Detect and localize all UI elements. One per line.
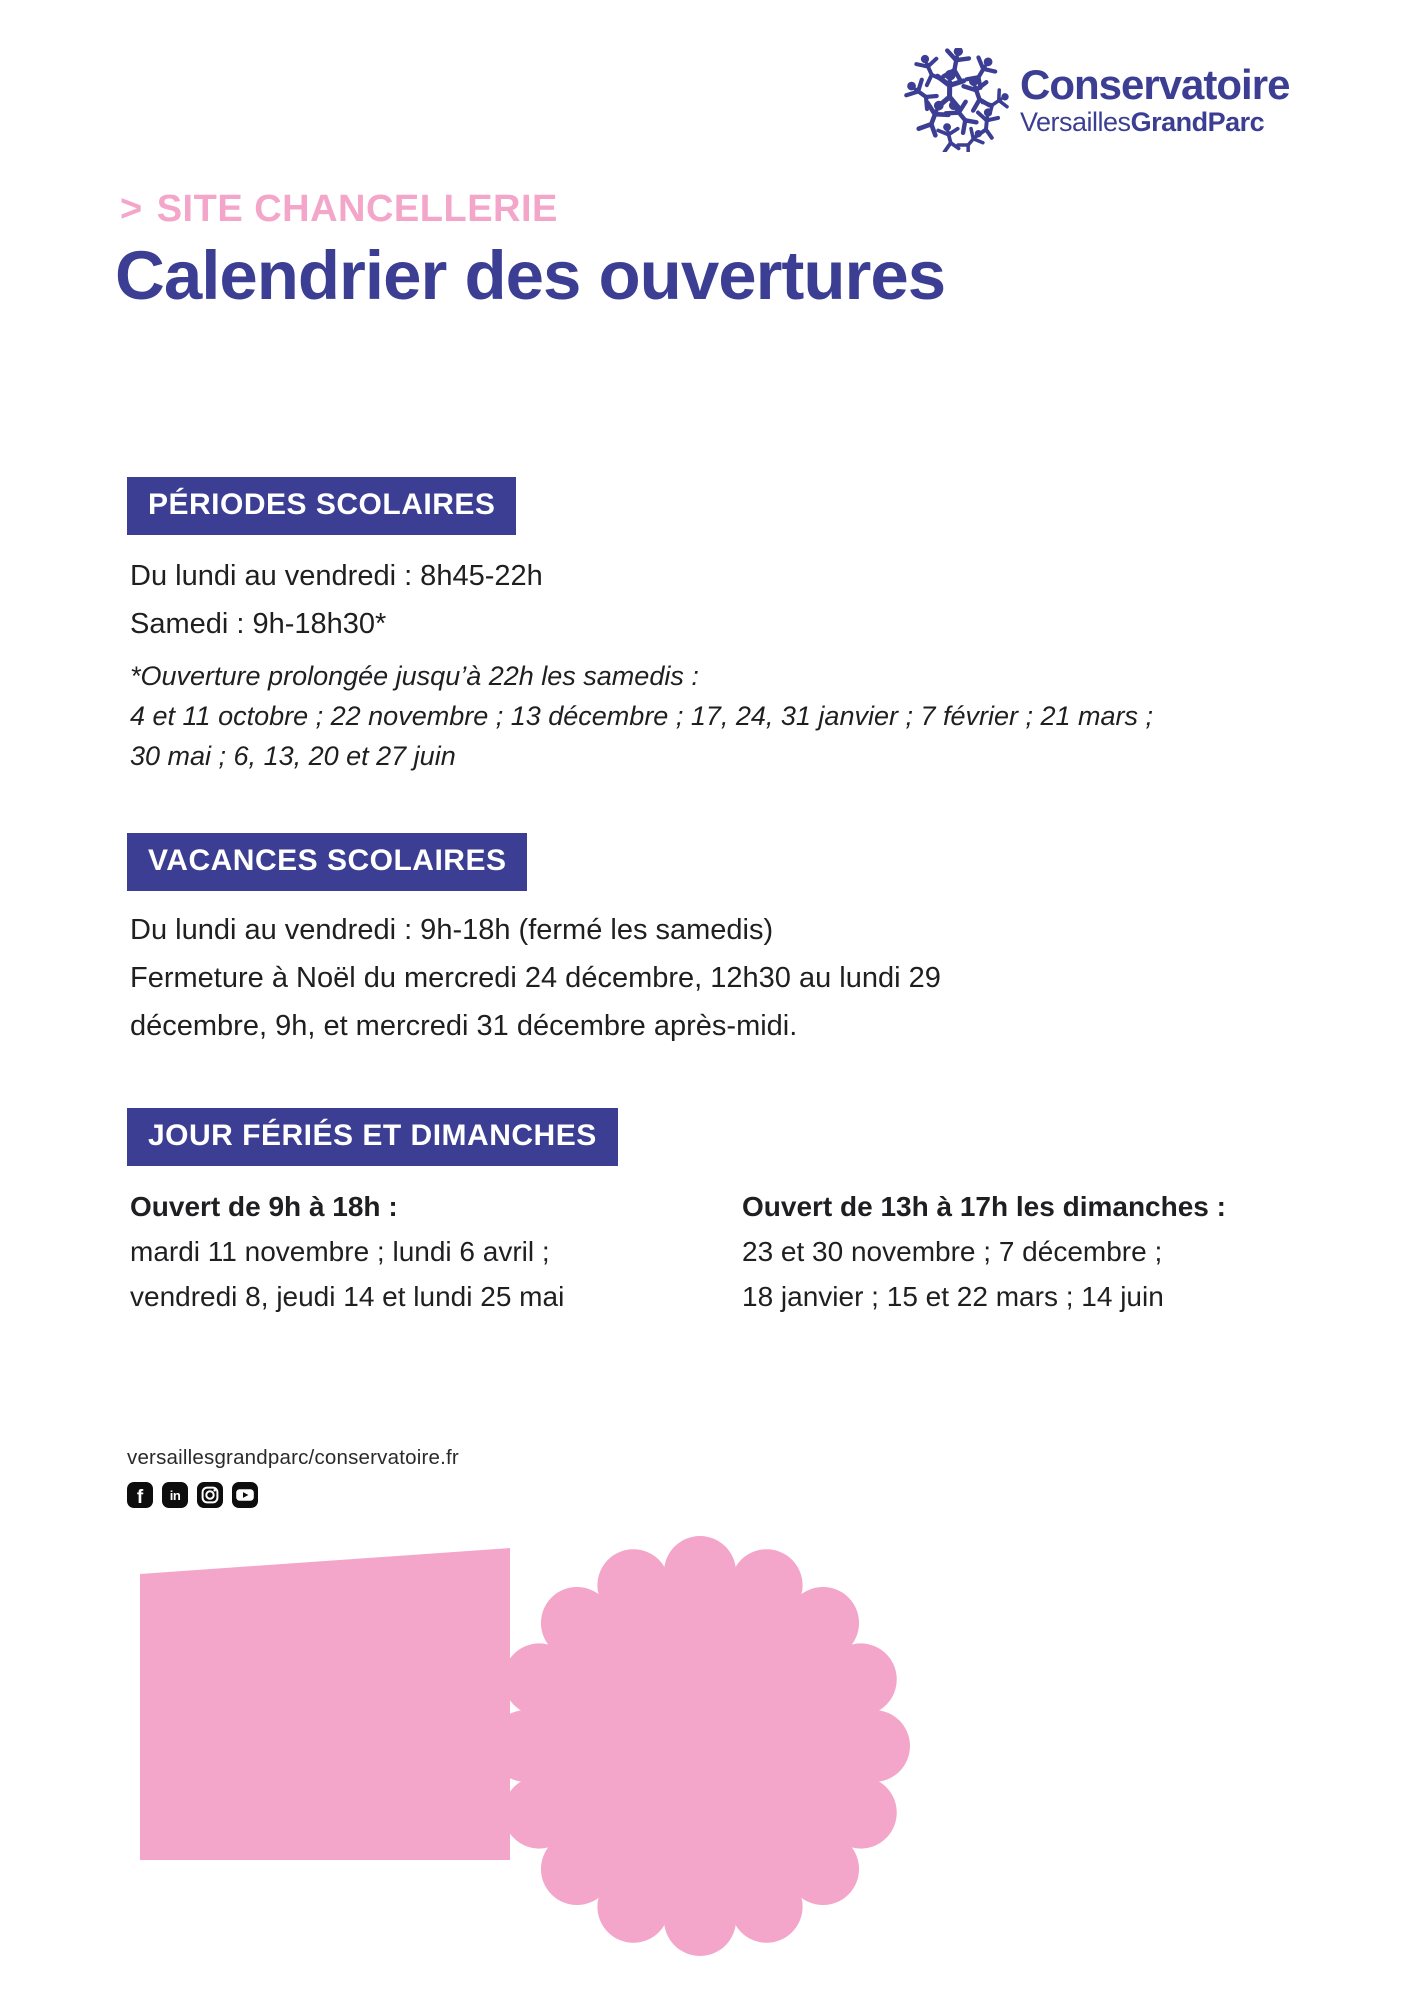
hours-line: décembre, 9h, et mercredi 31 décembre après-midi. — [130, 1010, 798, 1042]
dates-line: mardi 11 novembre ; lundi 6 avril ; — [130, 1236, 550, 1267]
pink-flower-shape — [482, 1528, 918, 1964]
note-line: 30 mai ; 6, 13, 20 et 27 juin — [130, 741, 456, 771]
hours-line: Samedi : 9h-18h30* — [130, 608, 387, 640]
dates-line: 18 janvier ; 15 et 22 mars ; 14 juin — [742, 1281, 1164, 1312]
note-line: 4 et 11 octobre ; 22 novembre ; 13 décembre ; 17, 24, 31 janvier ; 7 février ; 21 mars ; — [130, 701, 1154, 731]
site-kicker — [120, 188, 558, 231]
column-title: Ouvert de 9h à 18h : — [130, 1191, 398, 1222]
conservatoire-logo — [900, 48, 1289, 152]
social-icons-row — [127, 1482, 258, 1508]
note-line: *Ouverture prolongée jusqu’à 22h les samedis : — [130, 661, 699, 691]
instagram-icon[interactable] — [197, 1482, 223, 1508]
periodes-scolaires-note — [130, 656, 1153, 776]
section-heading-periodes-scolaires: PÉRIODES SCOLAIRES — [127, 477, 516, 535]
chevron-right-icon: > — [120, 188, 143, 230]
linkedin-icon[interactable]: in — [162, 1482, 188, 1508]
dates-line: 23 et 30 novembre ; 7 décembre ; — [742, 1236, 1163, 1267]
logo-title: Conservatoire — [1020, 61, 1290, 108]
site-kicker-label: SITE CHANCELLERIE — [156, 188, 558, 230]
vacances-scolaires-hours — [130, 906, 941, 1050]
column-title: Ouvert de 13h à 17h les dimanches : — [742, 1191, 1226, 1222]
hours-line: Du lundi au vendredi : 9h-18h (fermé les samedis) — [130, 914, 774, 946]
youtube-icon[interactable] — [232, 1482, 258, 1508]
hours-line: Fermeture à Noël du mercredi 24 décembre, 12h30 au lundi 29 — [130, 962, 941, 994]
section-heading-vacances-scolaires: VACANCES SCOLAIRES — [127, 833, 527, 891]
logo-subtitle — [1020, 109, 1289, 136]
logo-subtitle-grandparc: GrandParc — [1130, 107, 1265, 137]
website-url[interactable]: versaillesgrandparc/conservatoire.fr — [127, 1446, 459, 1469]
column-dimanches — [742, 1184, 1354, 1319]
pink-square-shape — [140, 1548, 510, 1860]
column-feries — [130, 1184, 742, 1319]
page-title: Calendrier des ouvertures — [115, 237, 946, 314]
hours-line: Du lundi au vendredi : 8h45-22h — [130, 560, 543, 592]
periodes-scolaires-hours — [130, 552, 543, 648]
jours-feries-columns — [130, 1184, 1354, 1319]
logo-text — [1020, 61, 1290, 137]
dancing-figures-icon — [900, 48, 1010, 152]
section-heading-jours-feries: JOUR FÉRIÉS ET DIMANCHES — [127, 1108, 618, 1166]
dates-line: vendredi 8, jeudi 14 et lundi 25 mai — [130, 1281, 565, 1312]
logo-subtitle-versailles: Versailles — [1020, 107, 1131, 137]
facebook-icon[interactable]: f — [127, 1482, 153, 1508]
